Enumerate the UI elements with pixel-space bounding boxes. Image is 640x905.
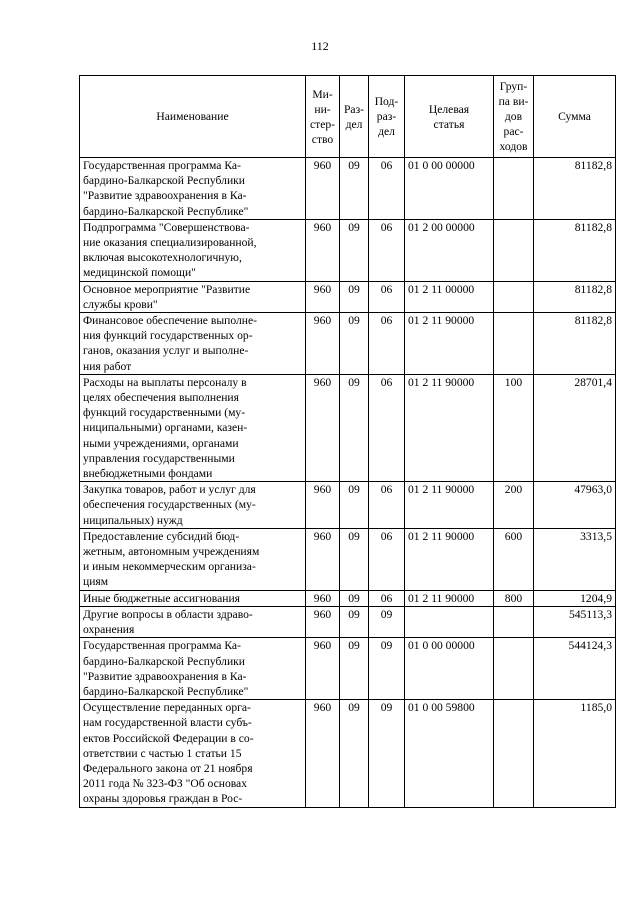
cell-target-article xyxy=(405,482,494,529)
cell-expense-group-text: 200 xyxy=(504,483,523,497)
cell-expense-group xyxy=(494,528,534,590)
header-subsection-label: Под- раз- дел xyxy=(374,95,399,138)
cell-name xyxy=(80,638,306,700)
cell-section xyxy=(340,700,369,807)
cell-amount xyxy=(534,528,616,590)
table-row xyxy=(80,590,616,606)
cell-target-article-text: 01 2 11 90000 xyxy=(408,591,475,605)
cell-ministry xyxy=(306,374,340,481)
cell-section xyxy=(340,313,369,375)
table-row xyxy=(80,158,616,220)
cell-ministry-text: 960 xyxy=(313,529,332,543)
page-number: 112 xyxy=(311,39,329,53)
cell-name xyxy=(80,374,306,481)
cell-amount xyxy=(534,281,616,312)
header-target-label: Целевая статья xyxy=(428,102,470,131)
cell-expense-group xyxy=(494,313,534,375)
cell-section xyxy=(340,590,369,606)
cell-ministry xyxy=(306,606,340,637)
cell-name-text: Осуществление переданных орга- нам государственной власти субъ- ектов Российской Федерации в со- ответствии с частью 1 статьи 15 Федерального закона от 21 ноября 2011 года № 323-ФЗ "Об основах охраны здоровья граждан в Рос- xyxy=(83,701,254,806)
cell-section-text: 09 xyxy=(348,591,360,605)
cell-subsection xyxy=(369,158,405,220)
cell-target-article-text: 01 0 00 00000 xyxy=(408,159,475,172)
cell-name-text: Финансовое обеспечение выполне- ния функций государственных ор- ганов, оказания услуг и выполне- ния работ xyxy=(83,314,257,373)
cell-target-article-text: 01 2 00 00000 xyxy=(408,220,475,234)
cell-target-article xyxy=(405,590,494,606)
cell-target-article-text: 01 2 11 90000 xyxy=(408,375,475,389)
cell-target-article xyxy=(405,281,494,312)
cell-amount-text: 545113,3 xyxy=(568,607,612,621)
cell-subsection-text: 06 xyxy=(380,159,393,172)
cell-expense-group xyxy=(494,374,534,481)
cell-amount-text: 81182,8 xyxy=(574,159,612,172)
cell-ministry-text: 960 xyxy=(313,159,332,172)
cell-amount xyxy=(534,313,616,375)
cell-name xyxy=(80,219,306,281)
table-row xyxy=(80,482,616,529)
cell-amount xyxy=(534,638,616,700)
cell-name xyxy=(80,482,306,529)
cell-section-text: 09 xyxy=(348,529,360,543)
cell-subsection xyxy=(369,313,405,375)
cell-name xyxy=(80,590,306,606)
cell-subsection-text: 06 xyxy=(380,282,393,296)
cell-ministry-text: 960 xyxy=(313,607,332,621)
cell-amount xyxy=(534,219,616,281)
cell-ministry xyxy=(306,158,340,220)
cell-subsection xyxy=(369,219,405,281)
cell-ministry-text: 960 xyxy=(313,591,332,605)
cell-name-text: Другие вопросы в области здраво- охранения xyxy=(83,607,253,637)
header-ministry xyxy=(306,76,340,158)
header-name xyxy=(80,76,306,158)
cell-section-text: 09 xyxy=(348,220,360,234)
cell-ministry xyxy=(306,482,340,529)
cell-section xyxy=(340,281,369,312)
cell-amount xyxy=(534,590,616,606)
table-row xyxy=(80,313,616,375)
cell-expense-group xyxy=(494,219,534,281)
cell-target-article xyxy=(405,313,494,375)
header-section xyxy=(340,76,369,158)
cell-amount-text: 28701,4 xyxy=(574,375,612,389)
cell-amount xyxy=(534,482,616,529)
cell-subsection xyxy=(369,700,405,807)
cell-subsection xyxy=(369,590,405,606)
budget-table xyxy=(79,75,616,808)
cell-name-text: Закупка товаров, работ и услуг для обеспечения государственных (му- ниципальных) нужд xyxy=(83,483,256,527)
cell-section-text: 09 xyxy=(348,639,360,653)
cell-section-text: 09 xyxy=(348,607,360,621)
cell-target-article-text: 01 2 11 90000 xyxy=(408,529,475,543)
cell-section xyxy=(340,638,369,700)
cell-name-text: Предоставление субсидий бюд- жетным, автономным учреждениям и иным некоммерческим организа- циям xyxy=(83,529,260,589)
cell-subsection xyxy=(369,528,405,590)
cell-target-article xyxy=(405,528,494,590)
header-row xyxy=(80,76,616,158)
cell-amount xyxy=(534,606,616,637)
table-row xyxy=(80,606,616,637)
cell-section xyxy=(340,606,369,637)
cell-section-text: 09 xyxy=(348,282,360,296)
cell-amount-text: 3313,5 xyxy=(580,529,612,543)
cell-ministry xyxy=(306,700,340,807)
cell-subsection-text: 06 xyxy=(380,375,393,389)
cell-name xyxy=(80,281,306,312)
header-expense-group xyxy=(494,76,534,158)
cell-ministry-text: 960 xyxy=(313,220,332,234)
cell-subsection-text: 09 xyxy=(380,607,393,621)
table-row xyxy=(80,374,616,481)
cell-subsection-text: 09 xyxy=(380,639,393,653)
cell-section xyxy=(340,482,369,529)
cell-expense-group xyxy=(494,158,534,220)
cell-section xyxy=(340,219,369,281)
table-row xyxy=(80,528,616,590)
cell-target-article-text: 01 2 11 90000 xyxy=(408,483,475,497)
cell-target-article-text: 01 0 00 59800 xyxy=(408,701,475,715)
cell-expense-group xyxy=(494,638,534,700)
cell-amount-text: 81182,8 xyxy=(574,220,612,234)
cell-name-text: Подпрограмма "Совершенствова- ние оказания специализированной, включая высокотехнологичную, медицинской помощи" xyxy=(83,220,257,280)
cell-name-text: Расходы на выплаты персоналу в целях обеспечения выполнения функций государственными (му- ниципальными) органами, казен- ными учреждениями, органами управления государственными внебюджетными фондами xyxy=(83,375,248,481)
header-amount-label: Сумма xyxy=(558,110,591,123)
cell-amount-text: 81182,8 xyxy=(574,282,612,296)
cell-amount-text: 544124,3 xyxy=(568,639,612,653)
cell-amount-text: 1185,0 xyxy=(580,701,612,715)
header-ministry-label: Ми- ни- стер- ство xyxy=(309,87,336,146)
cell-target-article xyxy=(405,374,494,481)
cell-subsection-text: 06 xyxy=(380,314,393,328)
cell-expense-group xyxy=(494,606,534,637)
cell-amount xyxy=(534,374,616,481)
cell-expense-group-text: 600 xyxy=(504,529,523,543)
cell-target-article xyxy=(405,158,494,220)
cell-amount-text: 81182,8 xyxy=(574,314,612,328)
cell-ministry-text: 960 xyxy=(313,282,332,296)
cell-ministry-text: 960 xyxy=(313,483,332,497)
cell-section-text: 09 xyxy=(348,314,360,328)
header-amount xyxy=(534,76,616,158)
table-row xyxy=(80,638,616,700)
cell-subsection xyxy=(369,638,405,700)
cell-name xyxy=(80,528,306,590)
header-subsection xyxy=(369,76,405,158)
cell-expense-group-text: 100 xyxy=(504,375,523,389)
cell-subsection-text: 06 xyxy=(380,529,393,543)
cell-section-text: 09 xyxy=(348,375,360,389)
cell-expense-group xyxy=(494,700,534,807)
cell-ministry xyxy=(306,638,340,700)
cell-subsection-text: 09 xyxy=(380,701,393,715)
cell-expense-group xyxy=(494,590,534,606)
cell-ministry-text: 960 xyxy=(313,314,332,328)
cell-name xyxy=(80,700,306,807)
cell-ministry-text: 960 xyxy=(313,639,332,653)
cell-amount xyxy=(534,158,616,220)
cell-subsection-text: 06 xyxy=(380,220,393,234)
cell-subsection xyxy=(369,606,405,637)
table-row xyxy=(80,700,616,807)
cell-target-article xyxy=(405,219,494,281)
cell-subsection xyxy=(369,374,405,481)
cell-ministry xyxy=(306,528,340,590)
cell-section-text: 09 xyxy=(348,483,360,497)
table-row xyxy=(80,219,616,281)
cell-name xyxy=(80,313,306,375)
cell-name-text: Государственная программа Ка- бардино-Балкарской Республики "Развитие здравоохранения в Ка- бардино-Балкарской Республике" xyxy=(83,159,249,218)
cell-expense-group xyxy=(494,482,534,529)
cell-section-text: 09 xyxy=(348,159,360,172)
header-name-label: Наименование xyxy=(156,110,229,123)
cell-ministry xyxy=(306,313,340,375)
cell-name-text: Основное мероприятие "Развитие службы крови" xyxy=(83,282,251,311)
cell-subsection-text: 06 xyxy=(380,483,393,497)
cell-subsection xyxy=(369,482,405,529)
header-section-label: Раз- дел xyxy=(343,102,365,131)
cell-name xyxy=(80,158,306,220)
cell-ministry-text: 960 xyxy=(313,701,332,715)
header-target xyxy=(405,76,494,158)
cell-target-article-text: 01 2 11 00000 xyxy=(408,282,475,296)
cell-subsection xyxy=(369,281,405,312)
cell-ministry xyxy=(306,219,340,281)
cell-subsection-text: 06 xyxy=(380,591,393,605)
cell-amount-text: 1204,9 xyxy=(580,591,612,605)
cell-target-article xyxy=(405,606,494,637)
cell-section xyxy=(340,374,369,481)
cell-expense-group-text: 800 xyxy=(504,591,523,605)
cell-amount-text: 47963,0 xyxy=(574,483,612,497)
cell-ministry-text: 960 xyxy=(313,375,332,389)
cell-expense-group xyxy=(494,281,534,312)
cell-section-text: 09 xyxy=(348,701,360,715)
cell-ministry xyxy=(306,590,340,606)
table-row xyxy=(80,281,616,312)
cell-amount xyxy=(534,700,616,807)
cell-target-article xyxy=(405,700,494,807)
cell-name-text: Иные бюджетные ассигнования xyxy=(83,591,240,605)
cell-section xyxy=(340,158,369,220)
cell-target-article xyxy=(405,638,494,700)
cell-section xyxy=(340,528,369,590)
cell-target-article-text: 01 2 11 90000 xyxy=(408,314,475,328)
header-expense-group-label: Груп- па ви- дов рас- ходов xyxy=(498,80,529,153)
cell-ministry xyxy=(306,281,340,312)
cell-target-article-text: 01 0 00 00000 xyxy=(408,639,475,653)
cell-name-text: Государственная программа Ка- бардино-Балкарской Республики "Развитие здравоохранения в Ка- бардино-Балкарской Республике" xyxy=(83,639,249,698)
cell-name xyxy=(80,606,306,637)
